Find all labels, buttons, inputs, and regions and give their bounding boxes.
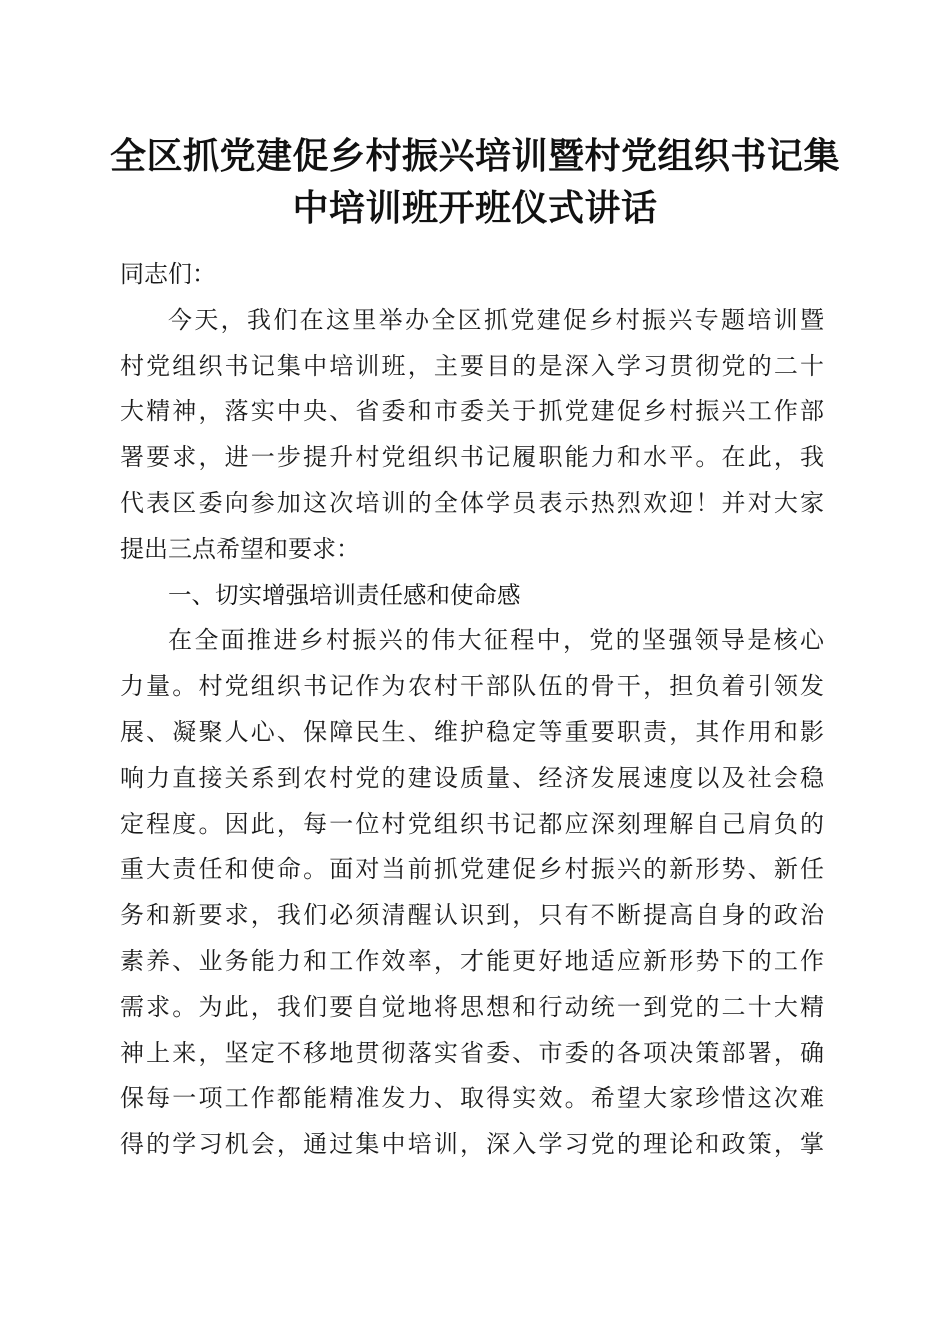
- paragraph-line: 力量。村党组织书记作为农村干部队伍的骨干，担负着引领发: [120, 672, 824, 701]
- section-heading: 一、切实增强培训责任感和使命感: [168, 580, 521, 609]
- intro-paragraph: [120, 298, 824, 573]
- paragraph-line: 提出三点希望和要求：: [120, 534, 360, 563]
- paragraph-line: 村党组织书记集中培训班，主要目的是深入学习贯彻党的二十: [120, 351, 824, 380]
- document-body: [120, 252, 824, 1168]
- title-line-1: 全区抓党建促乡村振兴培训暨村党组织书记集: [109, 135, 840, 177]
- paragraph-line: 署要求，进一步提升村党组织书记履职能力和水平。在此，我: [120, 443, 824, 472]
- paragraph-line: 展、凝聚人心、保障民生、维护稳定等重要职责，其作用和影: [120, 717, 824, 746]
- paragraph-line: 大精神，落实中央、省委和市委关于抓党建促乡村振兴工作部: [120, 397, 824, 426]
- salutation: 同志们：: [120, 260, 216, 288]
- paragraph-line: 重大责任和使命。面对当前抓党建促乡村振兴的新形势、新任: [120, 855, 824, 884]
- paragraph-line: 代表区委向参加这次培训的全体学员表示热烈欢迎！并对大家: [120, 488, 824, 517]
- paragraph-line: 保每一项工作都能精准发力、取得实效。希望大家珍惜这次难: [120, 1084, 824, 1113]
- title-line-2: 中培训班开班仪式讲话: [292, 187, 658, 229]
- paragraph-line: 素养、业务能力和工作效率，才能更好地适应新形势下的工作: [120, 946, 824, 975]
- paragraph-line: 得的学习机会，通过集中培训，深入学习党的理论和政策，掌: [120, 1130, 824, 1159]
- paragraph-line: 神上来，坚定不移地贯彻落实省委、市委的各项决策部署，确: [120, 1038, 824, 1067]
- paragraph-line: 响力直接关系到农村党的建设质量、经济发展速度以及社会稳: [120, 763, 824, 792]
- paragraph-line: 今天，我们在这里举办全区抓党建促乡村振兴专题培训暨: [168, 305, 824, 334]
- section-paragraph: [120, 618, 824, 1168]
- paragraph-line: 务和新要求，我们必须清醒认识到，只有不断提高自身的政治: [120, 901, 824, 930]
- document-title: [100, 130, 850, 234]
- paragraph-line: 定程度。因此，每一位村党组织书记都应深刻理解自己肩负的: [120, 809, 824, 838]
- paragraph-line: 需求。为此，我们要自觉地将思想和行动统一到党的二十大精: [120, 992, 824, 1021]
- paragraph-line: 在全面推进乡村振兴的伟大征程中，党的坚强领导是核心: [168, 626, 824, 655]
